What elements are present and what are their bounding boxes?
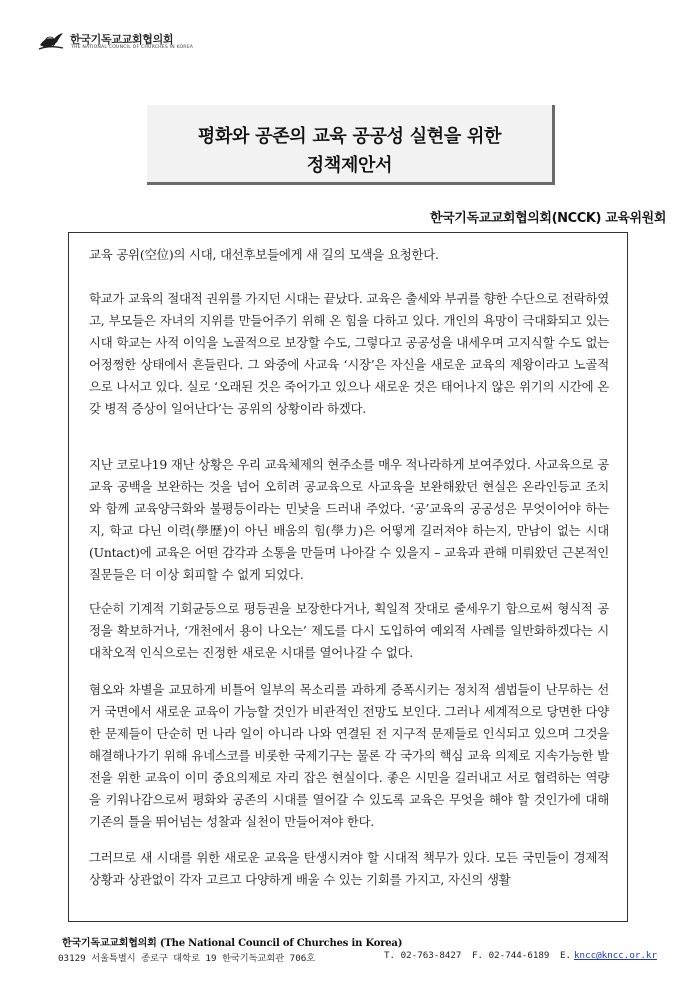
paragraph-intro: 교육 공위(空位)의 시대, 대선후보들에게 새 길의 모색을 요청한다. bbox=[89, 247, 439, 262]
footer-org-name: 한국기독교교회협의회 (The National Council of Churches in Korea) bbox=[62, 938, 403, 949]
footer-contact bbox=[58, 950, 658, 964]
paragraph-5: 그러므로 새 시대를 위한 새로운 교육을 탄생시켜야 할 시대적 책무가 있다. 모든 국민들이 경제적 상황과 상관없이 각자 고르고 다양하게 배울 수 있는 기회를 가지고, 자신의 생활 bbox=[89, 850, 609, 887]
document-author: 한국기독교교회협의회(NCCK) 교육위원회 bbox=[429, 211, 666, 226]
footer-tel: T. 02-763-8427 bbox=[384, 950, 462, 961]
paragraph-3: 단순히 기계적 기회균등으로 평등권을 보장한다거나, 획일적 잣대로 줄세우기 함으로써 형식적 공정을 확보하거나, ‘개천에서 용이 나오는’ 제도를 다시 도입하여 예외적 사례를 일반화하겠다는 시대착오적 인식으로는 진정한 새로운 시대를 열어나갈 수 없다. bbox=[89, 601, 609, 660]
footer-fax: F. 02-744-6189 bbox=[472, 950, 550, 961]
footer-email-label: E. bbox=[560, 950, 572, 961]
footer-email-link[interactable]: kncc@kncc.or.kr bbox=[574, 950, 657, 961]
paragraph-2: 지난 코로나19 재난 상황은 우리 교육체제의 현주소를 매우 적나라하게 보여주었다. 사교육으로 공교육 공백을 보완하는 것을 넘어 오히려 공교육으로 사교육을 보완해왔던 현실은 온라인등교 조치와 함께 교육양극화와 불평등이라는 민낯을 드러내 주었다. ‘공’교육의 공공성은 무엇이어야 하는지, 학교 다닌 이력(學歷)이 아닌 배움의 힘(學力)은 어떻게 길러져야 하는지, 만남이 없는 시대(Untact)에 교육은 어떤 감각과 소통을 만들며 나아갈 수 있을지 – 교육과 관해 미뤄왔던 근본적인 질문들은 더 이상 회피할 수 없게 되었다. bbox=[89, 457, 609, 582]
content-box bbox=[68, 232, 628, 922]
document-title-box bbox=[147, 105, 555, 185]
paragraph-1: 학교가 교육의 절대적 권위를 가지던 시대는 끝났다. 교육은 출세와 부귀를 향한 수단으로 전락하였고, 부모들은 자녀의 지위를 만들어주기 위해 온 힘을 다하고 있다. 개인의 욕망이 극대화되고 있는 시대 학교는 사적 이익을 노골적으로 보장할 수도, 그렇다고 공공성을 내세우며 고지식할 수도 없는 어정쩡한 상태에서 흔들린다. 그 와중에 사교육 ‘시장’은 자신을 새로운 교육의 제왕이라고 노골적으로 나서고 있다. 실로 ‘오래된 것은 죽어가고 있으나 새로운 것은 태어나지 않은 위기의 시간에 온갖 병적 증상이 일어난다’는 공위의 상황이라 하겠다. bbox=[89, 291, 609, 416]
document-title-line-2: 정책제안서 bbox=[306, 155, 393, 176]
footer-address: 03129 서울특별시 종로구 대학로 19 한국기독교회관 706호 bbox=[58, 953, 316, 964]
document-title-line-1: 평화와 공존의 교육 공공성 실현을 위한 bbox=[197, 126, 502, 147]
header-logo bbox=[38, 30, 194, 52]
paragraph-4: 혐오와 차별을 교묘하게 비틀어 일부의 목소리를 과하게 증폭시키는 정치적 셈법들이 난무하는 선거 국면에서 새로운 교육이 가능할 것인가 비관적인 전망도 보인다. 그러나 세계적으로 당면한 다양한 문제들이 단순히 먼 나라 일이 아니라 나와 연결된 전 지구적 문제들로 인식되고 있으며 그것을 해결해나가기 위해 유네스코를 비롯한 국제기구는 물론 각 국가의 핵심 교육 의제로 지속가능한 발전을 위한 교육이 이미 중요의제로 자리 잡은 현실이다. 좋은 시민을 길러내고 서로 협력하는 역량을 키워나감으로써 평화와 공존의 시대를 열어갈 수 있도록 교육은 무엇을 해야 할 것인가에 대해 기존의 틀을 뛰어넘는 성찰과 실천이 만들어져야 한다. bbox=[89, 682, 609, 829]
logo-org-name-ko: 한국기독교교회협의회 bbox=[70, 33, 174, 46]
logo-org-name-en: THE NATIONAL COUNCIL OF CHURCHES IN KOREA bbox=[71, 45, 194, 50]
dove-icon bbox=[38, 30, 64, 52]
